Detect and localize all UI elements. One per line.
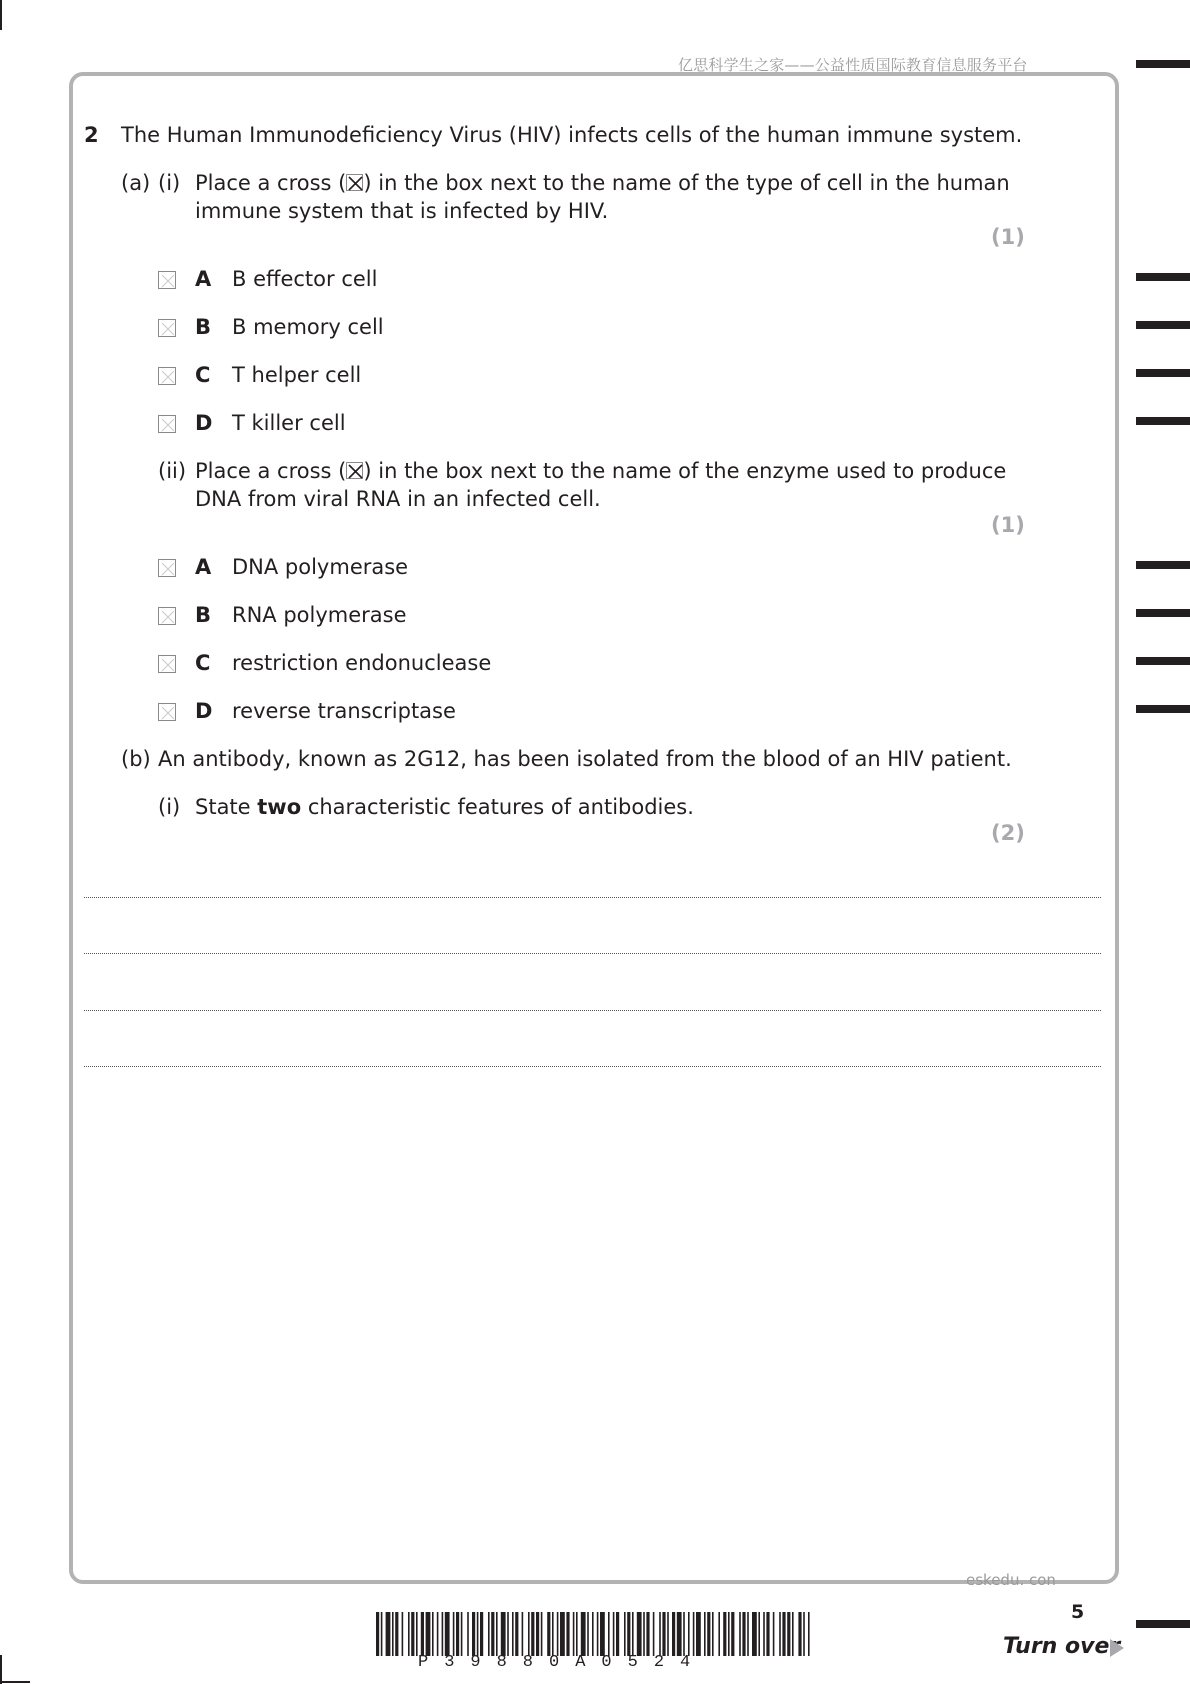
barcode-bar [491, 1612, 494, 1656]
part-a-ii-marks: (1) [991, 513, 1025, 537]
barcode-bar [573, 1612, 575, 1656]
answer-line[interactable] [84, 1066, 1101, 1067]
barcode-bar [453, 1612, 455, 1656]
barcode-bar [437, 1612, 439, 1656]
instruction-text: ) in the box next to the name of the type of cell in the human [363, 171, 1010, 195]
barcode-bar [683, 1612, 685, 1656]
question-stem: The Human Immunodeficiency Virus (HIV) infects cells of the human immune system. [121, 123, 1023, 147]
barcode-bar [512, 1612, 514, 1656]
barcode-bar [808, 1612, 810, 1656]
barcode-bar [616, 1612, 619, 1656]
checkbox-A[interactable] [158, 271, 176, 289]
barcode-bar [488, 1612, 490, 1656]
barcode-bar [707, 1612, 710, 1656]
checkbox-B[interactable] [158, 319, 176, 337]
option-letter: C [195, 651, 211, 675]
barcode-bar [442, 1612, 444, 1656]
part-a-label: (a) [121, 171, 151, 195]
barcode-bar [472, 1612, 475, 1656]
part-b-stem: An antibody, known as 2G12, has been isolated from the blood of an HIV patient. [158, 747, 1012, 771]
barcode-bar [693, 1612, 695, 1656]
barcode-bar [528, 1612, 530, 1656]
barcode-bar [566, 1612, 569, 1656]
crop-mark-bottom-left [0, 1655, 2, 1684]
cross-box-icon [346, 462, 363, 479]
answer-line[interactable] [84, 897, 1101, 898]
checkbox-B[interactable] [158, 607, 176, 625]
edge-mark [1136, 705, 1190, 713]
option-text: T helper cell [232, 363, 362, 387]
barcode-bar [624, 1612, 626, 1656]
barcode-bar [376, 1612, 379, 1656]
option-text: B memory cell [232, 315, 384, 339]
option-letter: D [195, 411, 213, 435]
page-number: 5 [1071, 1601, 1085, 1623]
barcode-bar [779, 1612, 781, 1656]
question-text: State [195, 795, 258, 819]
barcode-bar [613, 1612, 615, 1656]
barcode-bar [632, 1612, 634, 1656]
checkbox-C[interactable] [158, 655, 176, 673]
bottom-watermark: eskedu. con [966, 1571, 1056, 1589]
checkbox-C[interactable] [158, 367, 176, 385]
option-letter: B [195, 603, 212, 627]
barcode-bar [659, 1612, 661, 1656]
barcode-bar [547, 1612, 550, 1656]
edge-mark [1136, 273, 1190, 281]
part-b-i-question [195, 793, 694, 821]
part-b-i-label: (i) [158, 795, 181, 819]
barcode-bar [667, 1612, 669, 1656]
barcode-bar [677, 1612, 682, 1656]
part-a-i-marks: (1) [991, 225, 1025, 249]
barcode-bar [752, 1612, 757, 1656]
barcode-bar [496, 1612, 498, 1656]
barcode-bar [787, 1612, 790, 1656]
edge-mark [1136, 417, 1190, 425]
edge-mark [1136, 1620, 1190, 1628]
barcode-bar [688, 1612, 690, 1656]
barcode-bar [627, 1612, 630, 1656]
barcode-bar [416, 1612, 418, 1656]
barcode-bar [461, 1612, 463, 1656]
part-b-label: (b) [121, 747, 151, 771]
barcode-bar [672, 1612, 675, 1656]
barcode-bar [712, 1612, 714, 1656]
barcode-bar [766, 1612, 769, 1656]
barcode-bar [402, 1612, 404, 1656]
turn-over-arrow-icon [1110, 1639, 1124, 1657]
barcode-bar [792, 1612, 794, 1656]
option-text: RNA polymerase [232, 603, 407, 627]
barcode [376, 1612, 810, 1656]
barcode-bar [480, 1612, 483, 1656]
barcode-bar [421, 1612, 424, 1656]
barcode-bar [758, 1612, 760, 1656]
barcode-bar [803, 1612, 805, 1656]
barcode-bar [477, 1612, 479, 1656]
option-row-a-ii-B [158, 601, 407, 627]
edge-mark [1136, 60, 1190, 68]
option-row-a-ii-A [158, 553, 409, 579]
instruction-text: ) in the box next to the name of the enzyme used to produce [363, 459, 1007, 483]
answer-line[interactable] [84, 953, 1101, 954]
checkbox-A[interactable] [158, 559, 176, 577]
barcode-bar [408, 1612, 410, 1656]
barcode-bar [643, 1612, 645, 1656]
edge-mark [1136, 369, 1190, 377]
barcode-bar [386, 1612, 391, 1656]
barcode-bar [739, 1612, 741, 1656]
barcode-bar [597, 1612, 599, 1656]
option-letter: D [195, 699, 213, 723]
part-b-i-marks: (2) [991, 821, 1025, 845]
barcode-bar [773, 1612, 775, 1656]
option-text: T killer cell [232, 411, 346, 435]
barcode-bar [536, 1612, 539, 1656]
barcode-bar [662, 1612, 665, 1656]
barcode-bar [728, 1612, 730, 1656]
barcode-bar [718, 1612, 720, 1656]
option-text: DNA polymerase [232, 555, 409, 579]
barcode-bar [507, 1612, 509, 1656]
barcode-bar [515, 1612, 518, 1656]
option-letter: A [195, 267, 212, 291]
answer-line[interactable] [84, 1010, 1101, 1011]
barcode-bar [731, 1612, 734, 1656]
option-text: reverse transcriptase [232, 699, 456, 723]
instruction-text: Place a cross ( [195, 171, 347, 195]
part-a-i-instruction-line1 [195, 169, 1010, 197]
barcode-bar [432, 1612, 434, 1656]
barcode-bar [747, 1612, 749, 1656]
barcode-bar [557, 1612, 559, 1656]
crop-mark-top-left [0, 0, 2, 30]
barcode-bar [560, 1612, 565, 1656]
barcode-bar [704, 1612, 706, 1656]
barcode-bar [456, 1612, 459, 1656]
top-watermark: 亿思科学生之家——公益性质国际教育信息服务平台 [678, 56, 1028, 74]
barcode-bar [653, 1612, 655, 1656]
barcode-bar [600, 1612, 605, 1656]
option-text: B effector cell [232, 267, 378, 291]
edge-mark [1136, 609, 1190, 617]
barcode-bar [576, 1612, 578, 1656]
edge-mark [1136, 321, 1190, 329]
edge-mark [1136, 657, 1190, 665]
barcode-bar [392, 1612, 394, 1656]
instruction-text: Place a cross ( [195, 459, 347, 483]
part-a-ii-instruction-line2: DNA from viral RNA in an infected cell. [195, 487, 601, 511]
option-row-a-i-A [158, 265, 378, 291]
barcode-bar [541, 1612, 543, 1656]
option-text: restriction endonuclease [232, 651, 492, 675]
barcode-bar [782, 1612, 785, 1656]
barcode-bar [723, 1612, 726, 1656]
question-number: 2 [84, 123, 99, 147]
barcode-bar [592, 1612, 594, 1656]
answer-frame [69, 72, 1119, 1584]
barcode-bar [608, 1612, 610, 1656]
option-row-a-i-D [158, 409, 346, 435]
checkbox-D[interactable] [158, 703, 176, 721]
barcode-bar [501, 1612, 506, 1656]
barcode-bar [467, 1612, 469, 1656]
cross-box-icon [346, 174, 363, 191]
barcode-bar [395, 1612, 398, 1656]
question-emphasis: two [257, 795, 302, 819]
barcode-bar [798, 1612, 801, 1656]
crop-mark-bottom-left-h [0, 1681, 30, 1683]
option-letter: C [195, 363, 211, 387]
part-a-ii-instruction-line1 [195, 457, 1006, 485]
part-a-ii-label: (ii) [158, 459, 187, 483]
barcode-bar [445, 1612, 450, 1656]
option-letter: A [195, 555, 212, 579]
barcode-bar [742, 1612, 745, 1656]
barcode-bar [696, 1612, 701, 1656]
edge-mark [1136, 561, 1190, 569]
barcode-bar [637, 1612, 642, 1656]
barcode-bar [581, 1612, 586, 1656]
option-row-a-ii-D [158, 697, 456, 723]
part-a-i-label: (i) [158, 171, 181, 195]
question-text: characteristic features of antibodies. [301, 795, 694, 819]
barcode-text: P39880A0524 [418, 1653, 707, 1672]
barcode-bar [587, 1612, 589, 1656]
barcode-bar [381, 1612, 383, 1656]
option-row-a-i-B [158, 313, 384, 339]
barcode-bar [522, 1612, 524, 1656]
barcode-bar [646, 1612, 649, 1656]
barcode-bar [411, 1612, 414, 1656]
barcode-bar [426, 1612, 431, 1656]
checkbox-D[interactable] [158, 415, 176, 433]
part-a-i-instruction-line2: immune system that is infected by HIV. [195, 199, 609, 223]
turn-over-label: Turn over [1003, 1634, 1121, 1659]
barcode-bar [531, 1612, 534, 1656]
option-row-a-ii-C [158, 649, 492, 675]
option-letter: B [195, 315, 212, 339]
option-row-a-i-C [158, 361, 362, 387]
barcode-bar [763, 1612, 765, 1656]
barcode-bar [552, 1612, 554, 1656]
